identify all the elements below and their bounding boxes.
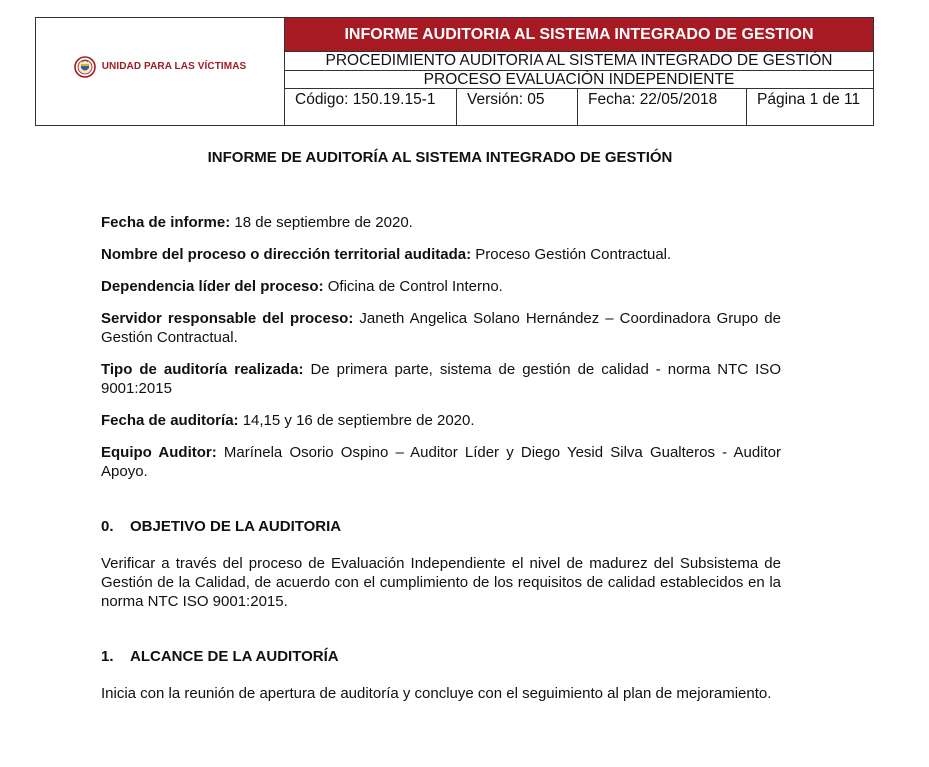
meta-row (285, 89, 873, 125)
section-text-objective: Verificar a través del proceso de Evaluación Independiente el nivel de madurez del Subsistema de Gestión de la Calidad, de acuerdo con el cumplimiento de los requisitos de calidad establecidos en la norma NTC ISO 9001:2015. (101, 555, 781, 610)
process-name: PROCESO EVALUACIÒN INDEPENDIENTE (285, 71, 873, 89)
logo-cell (36, 18, 285, 125)
field-report-date: Fecha de informe: 18 de septiembre de 2020. (101, 214, 413, 231)
field-audit-team: Equipo Auditor: Marínela Osorio Ospino – Auditor Líder y Diego Yesid Silva Gualteros - Auditor Apoyo. (101, 444, 781, 480)
field-audit-date: Fecha de auditoría: 14,15 y 16 de septiembre de 2020. (101, 412, 475, 429)
version-cell: Versión: 05 (457, 89, 578, 125)
coat-of-arms-icon (74, 56, 96, 78)
field-lead-department: Dependencia líder del proceso: Oficina de Control Interno. (101, 278, 503, 295)
document-header (35, 17, 874, 126)
section-heading-objective: 0. OBJETIVO DE LA AUDITORIA (101, 518, 342, 535)
header-info (285, 18, 873, 125)
document-title: INFORME DE AUDITORÍA AL SISTEMA INTEGRADO DE GESTIÓN (207, 149, 673, 166)
logo (74, 56, 247, 78)
report-title: INFORME AUDITORIA AL SISTEMA INTEGRADO DE GESTION (285, 18, 873, 52)
section-text-scope: Inicia con la reunión de apertura de auditoría y concluye con el seguimiento al plan de mejoramiento. (101, 685, 772, 702)
field-responsible-officer: Servidor responsable del proceso: Janeth Angelica Solano Hernández – Coordinadora Grupo de Gestión Contractual. (101, 310, 781, 346)
section-heading-scope: 1. ALCANCE DE LA AUDITORÍA (101, 648, 339, 665)
logo-text: UNIDAD PARA LAS VÍCTIMAS (101, 61, 247, 72)
field-process-name: Nombre del proceso o dirección territorial auditada: Proceso Gestión Contractual. (101, 246, 672, 263)
field-audit-type: Tipo de auditoría realizada: De primera parte, sistema de gestión de calidad - norma NTC ISO 9001:2015 (101, 361, 781, 397)
code-cell: Código: 150.19.15-1 (285, 89, 457, 125)
page-cell: Página 1 de 11 (757, 91, 861, 108)
procedure-name: PROCEDIMIENTO AUDITORIA AL SISTEMA INTEGRADO DE GESTIÓN (285, 52, 873, 71)
date-cell: Fecha: 22/05/2018 (578, 89, 747, 125)
document-body (101, 213, 781, 703)
